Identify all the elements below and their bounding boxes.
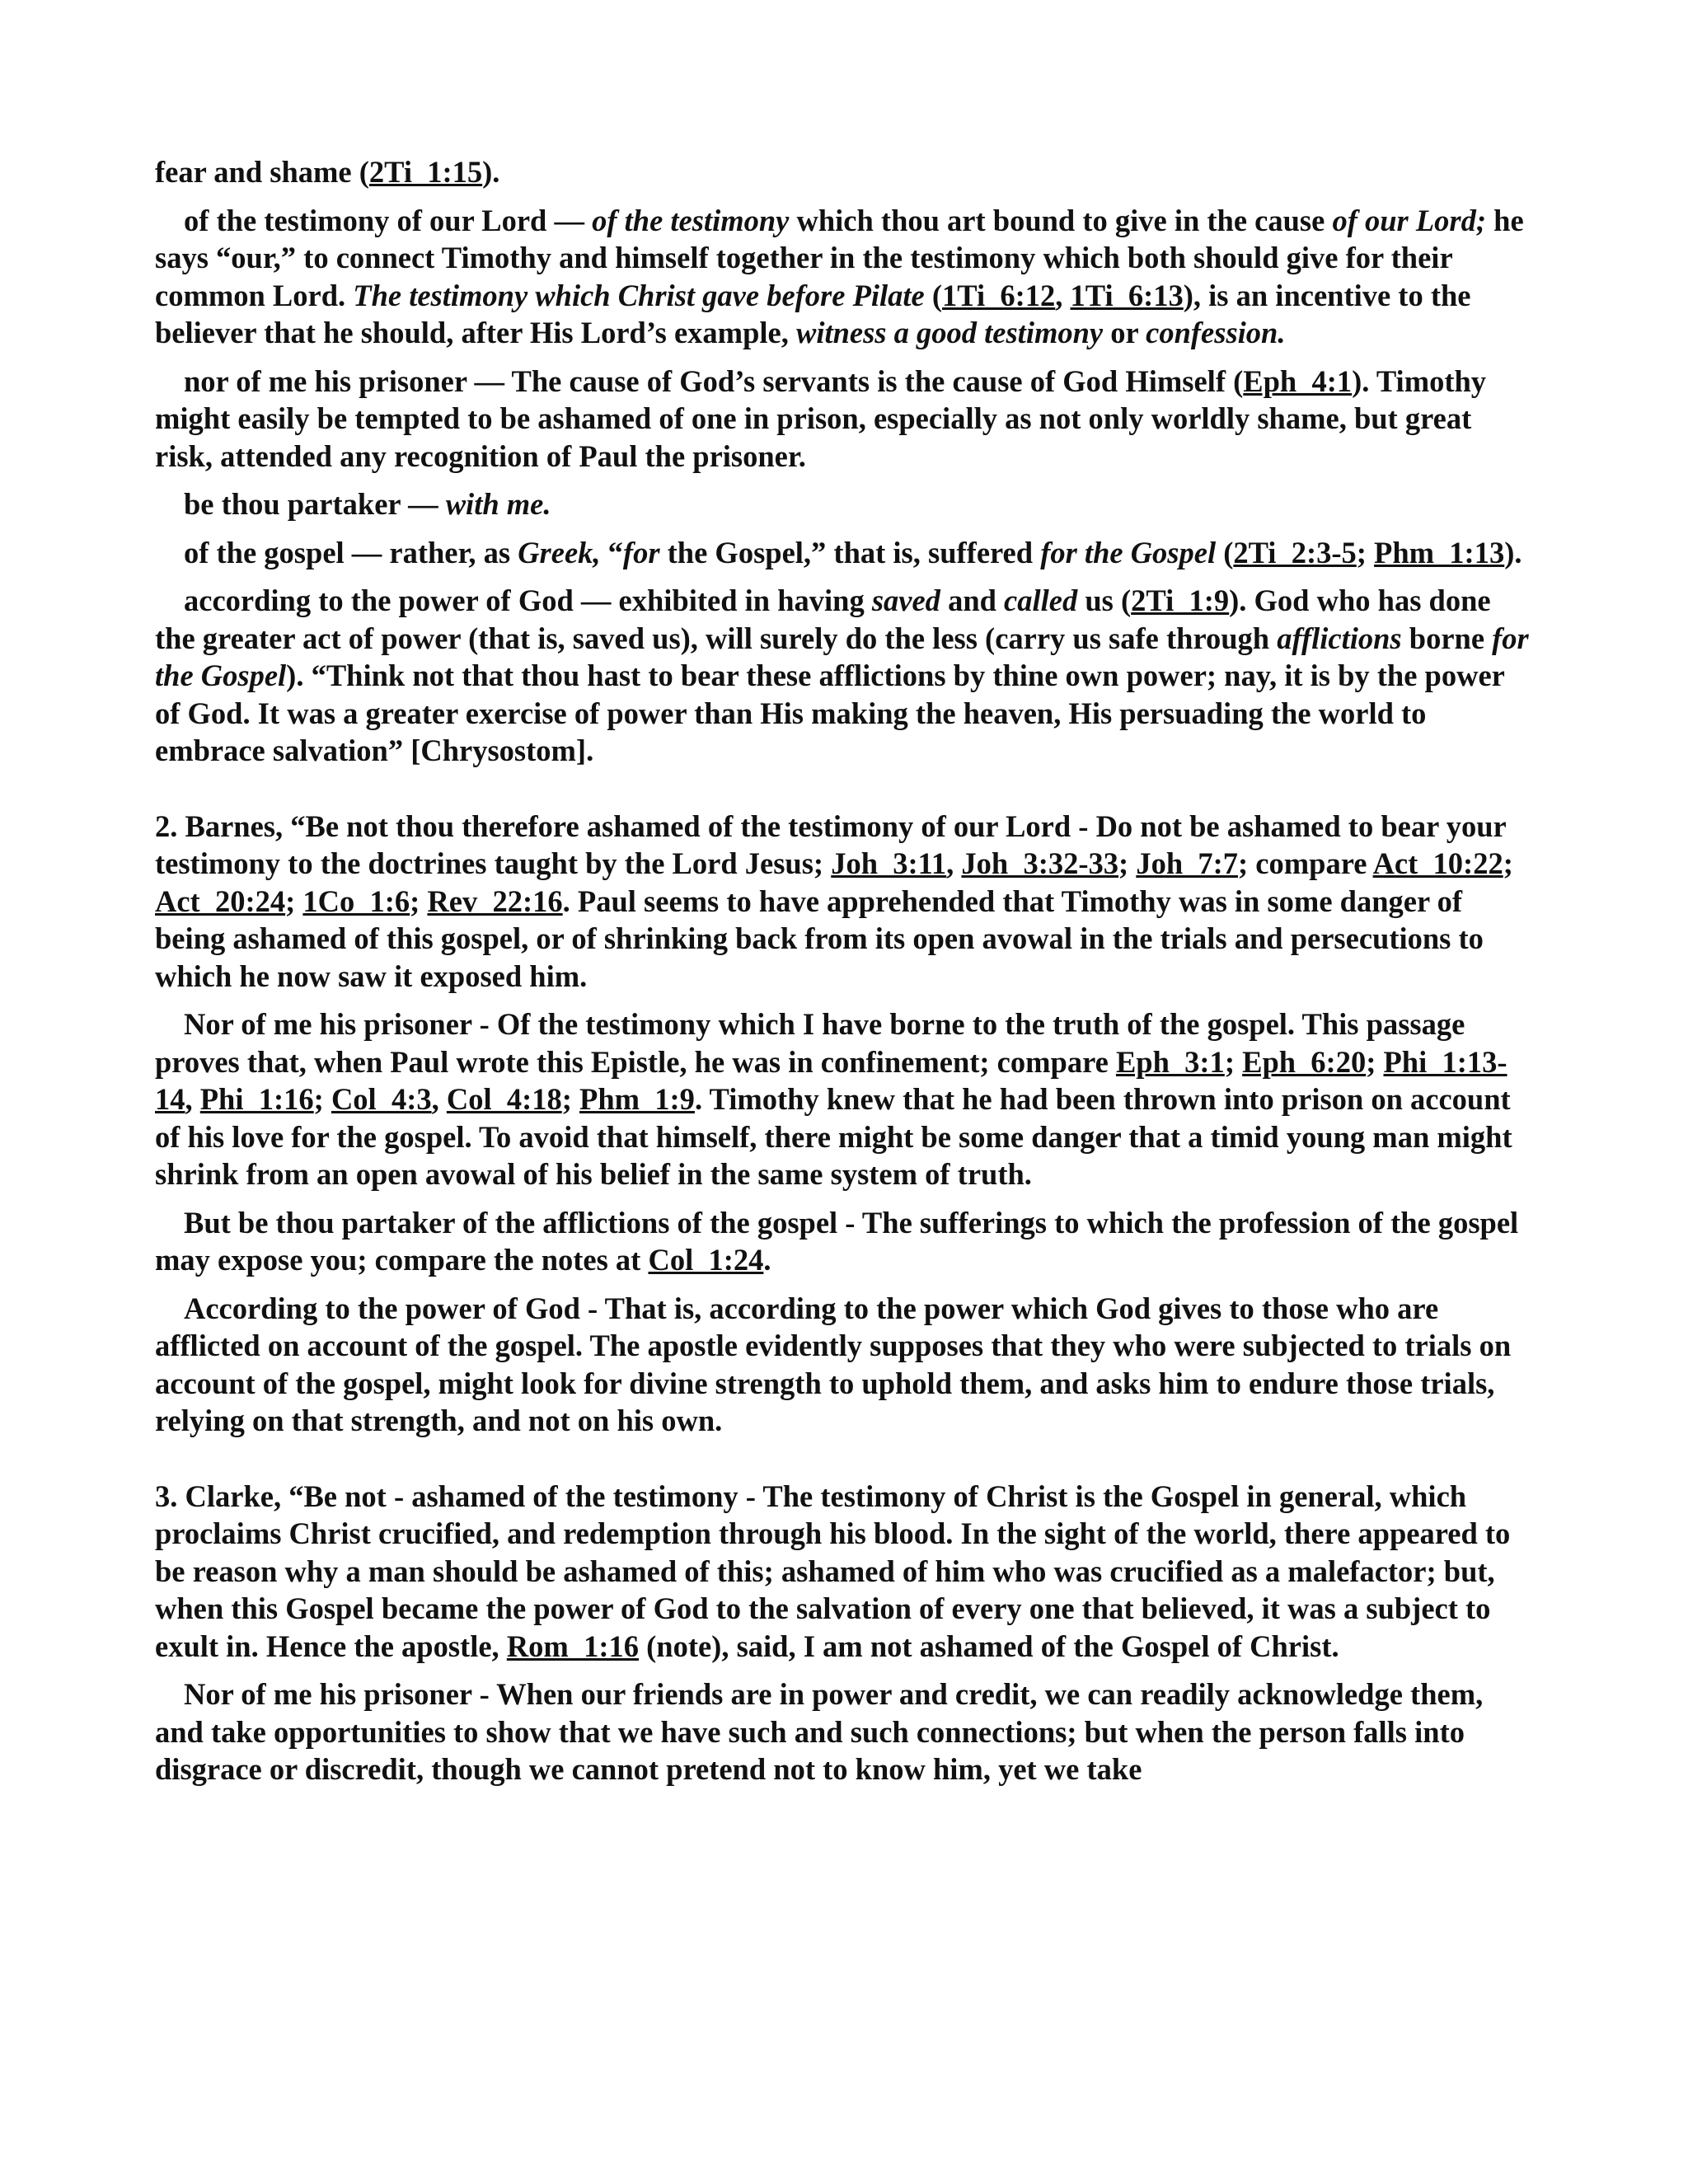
commentary-paragraph xyxy=(155,1290,1531,1440)
body-text: ; xyxy=(410,883,428,918)
body-text: ; xyxy=(313,1082,331,1116)
italic-text: of the testimony xyxy=(592,203,790,237)
scripture-reference-link[interactable]: Col_4:18 xyxy=(446,1082,562,1116)
body-text: ). xyxy=(482,155,500,189)
scripture-reference-link[interactable]: Phi_1:16 xyxy=(199,1082,314,1116)
italic-text: for the Gospel xyxy=(1040,535,1217,569)
scripture-reference-link[interactable]: 1Co_1:6 xyxy=(302,883,410,918)
body-text: ). Timothy might easily be tempted to be ashamed of one in prison, especially as not only worldly shame, but great risk, attended any recognition of Paul the prisoner. xyxy=(155,363,1487,473)
commentary-paragraph xyxy=(155,202,1531,352)
scripture-reference-link[interactable]: Phi_1:13-14 xyxy=(155,1044,1507,1116)
commentary-paragraph xyxy=(155,582,1531,770)
body-text: fear and shame ( xyxy=(155,155,369,189)
body-text: ), is an incentive to the believer that he should, after His Lord’s example, xyxy=(155,278,1471,349)
body-text: ). “Think not that thou hast to bear these afflictions by thine own power; nay, it is by the power of God. It was a greater exercise of power than His making the heaven, His persuading the world to embrace salvation” [Chrysostom]. xyxy=(155,658,1505,767)
scripture-reference-link[interactable]: Eph_4:1 xyxy=(1243,363,1353,398)
body-text: , xyxy=(946,846,962,880)
body-text: (note), said, I am not ashamed of the Gospel of Christ. xyxy=(638,1629,1339,1663)
body-text: of the testimony of our Lord — xyxy=(184,203,593,237)
body-text: ). God who has done the greater act of power (that is, saved us), will surely do the less (carry us safe through xyxy=(155,583,1491,655)
scripture-reference-link[interactable]: Joh_3:11 xyxy=(831,846,947,880)
body-text: , xyxy=(185,1082,200,1116)
body-text: ; xyxy=(1224,1044,1243,1079)
scripture-reference-link[interactable]: Rev_22:16 xyxy=(427,883,563,918)
scripture-reference-link[interactable]: Act_20:24 xyxy=(155,883,286,918)
italic-text: saved xyxy=(871,583,940,617)
body-text: According to the power of God - That is, according to the power which God gives to those who are afflicted on account of the gospel. The apostle evidently supposes that they who were subjected to trials on account of the gospel, might look for divine strength to uphold them, and asks him to endure those trials, relying on that strength, and not on his own. xyxy=(155,1291,1512,1437)
body-text: ). xyxy=(1504,535,1522,569)
body-text: be thou partaker — xyxy=(184,487,446,521)
body-text: ( xyxy=(1216,535,1234,569)
scripture-reference-link[interactable]: Phm_1:9 xyxy=(579,1082,695,1116)
body-text: he says “our,” to connect Timothy and himself together in the testimony which both should give for their common Lord. xyxy=(155,203,1524,312)
commentary-paragraph xyxy=(155,1675,1531,1788)
scripture-reference-link[interactable]: 1Ti_6:12 xyxy=(942,278,1056,312)
scripture-reference-link[interactable]: 1Ti_6:13 xyxy=(1070,278,1184,312)
italic-text: confession. xyxy=(1146,316,1286,349)
scripture-reference-link[interactable]: Col_1:24 xyxy=(648,1243,764,1277)
body-text: of the gospel — rather, as xyxy=(184,535,518,569)
commentary-paragraph xyxy=(155,153,1531,191)
scripture-reference-link[interactable]: Rom_1:16 xyxy=(506,1629,639,1663)
body-text: according to the power of God — exhibited in having xyxy=(184,583,872,617)
body-text: the Gospel,” that is, suffered xyxy=(659,535,1041,569)
body-text: ; compare xyxy=(1238,846,1373,880)
commentary-paragraph xyxy=(155,1005,1531,1193)
body-text: ; xyxy=(1503,846,1513,880)
commentary-paragraph xyxy=(155,808,1531,996)
italic-text: called xyxy=(1004,583,1078,617)
scripture-reference-link[interactable]: Phm_1:13 xyxy=(1374,535,1505,569)
body-text: . Timothy knew that he had been thrown into prison on account of his love for the gospel. To avoid that himself, there might be some danger that a timid young man might shrink from an open avowal of his belief in the same system of truth. xyxy=(155,1082,1512,1191)
body-text: ; xyxy=(561,1082,580,1116)
body-text: and xyxy=(940,583,1005,617)
italic-text: Greek, xyxy=(518,535,601,569)
italic-text: The testimony which Christ gave before Pilate xyxy=(353,278,925,312)
body-text: ( xyxy=(924,278,943,312)
scripture-reference-link[interactable]: Eph_6:20 xyxy=(1242,1044,1367,1079)
body-text: ; xyxy=(1118,846,1137,880)
body-text: . xyxy=(763,1243,771,1277)
scripture-reference-link[interactable]: 2Ti_1:9 xyxy=(1131,583,1230,617)
italic-text: of our Lord; xyxy=(1332,203,1487,237)
body-text: , xyxy=(1055,278,1071,312)
body-text: which thou art bound to give in the cause xyxy=(789,203,1333,237)
scripture-reference-link[interactable]: 2Ti_2:3-5 xyxy=(1233,535,1357,569)
scripture-reference-link[interactable]: Joh_7:7 xyxy=(1136,846,1239,880)
body-text: borne xyxy=(1401,621,1493,655)
commentary-paragraph xyxy=(155,1478,1531,1666)
scripture-reference-link[interactable]: Col_4:3 xyxy=(331,1082,432,1116)
body-text: nor of me his prisoner — The cause of God’s servants is the cause of God Himself ( xyxy=(184,363,1244,398)
body-text: ; xyxy=(1356,535,1375,569)
italic-text: afflictions xyxy=(1277,621,1402,655)
body-text: 2. Barnes, “Be not thou therefore ashamed of the testimony of our Lord - Do not be ashamed to bear your testimony to the doctrines taught by the Lord Jesus; xyxy=(155,808,1507,880)
body-text: ; xyxy=(1366,1044,1384,1079)
scripture-reference-link[interactable]: Joh_3:32-33 xyxy=(961,846,1119,880)
italic-text: witness a good testimony xyxy=(795,316,1104,349)
scripture-reference-link[interactable]: Act_10:22 xyxy=(1372,846,1503,880)
scripture-reference-link[interactable]: Eph_3:1 xyxy=(1115,1044,1225,1079)
body-text: ; xyxy=(285,883,303,918)
scripture-reference-link[interactable]: 2Ti_1:15 xyxy=(368,155,483,189)
commentary-paragraph xyxy=(155,363,1531,476)
italic-text: for the Gospel xyxy=(155,621,1529,692)
italic-text: for xyxy=(622,535,660,569)
body-text: Nor of me his prisoner - Of the testimony which I have borne to the truth of the gospel. This passage proves that, when Paul wrote this Epistle, he was in confinement; compare xyxy=(155,1007,1465,1079)
italic-text: with me. xyxy=(445,487,551,521)
document-page xyxy=(155,153,1531,1799)
body-text: , xyxy=(431,1082,447,1116)
commentary-paragraph xyxy=(155,485,1531,523)
body-text: 3. Clarke, “Be not - ashamed of the testimony - The testimony of Christ is the Gospel in general, which proclaims Christ crucified, and redemption through his blood. In the sight of the world, there appeared to be reason why a man should be ashamed of this; ashamed of him who was crucified as a malefactor; but, when this Gospel became the power of God to the salvation of every one that believed, it was a subject to exult in. Hence the apostle, xyxy=(155,1479,1511,1663)
commentary-paragraph xyxy=(155,1204,1531,1279)
body-text: “ xyxy=(600,535,623,569)
body-text: or xyxy=(1103,316,1146,349)
body-text: us ( xyxy=(1077,583,1132,617)
body-text: But be thou partaker of the afflictions of the gospel - The sufferings to which the profession of the gospel may expose you; compare the notes at xyxy=(155,1205,1519,1277)
commentary-paragraph xyxy=(155,534,1531,572)
body-text: Nor of me his prisoner - When our friends are in power and credit, we can readily acknowledge them, and take opportunities to show that we have such and such connections; but when the person falls into disgrace or discredit, though we cannot pretend not to know him, yet we take xyxy=(155,1677,1484,1786)
body-text: . Paul seems to have apprehended that Timothy was in some danger of being ashamed of this gospel, or of shrinking back from its open avowal in the trials and persecutions to which he now saw it exposed him. xyxy=(155,883,1484,993)
